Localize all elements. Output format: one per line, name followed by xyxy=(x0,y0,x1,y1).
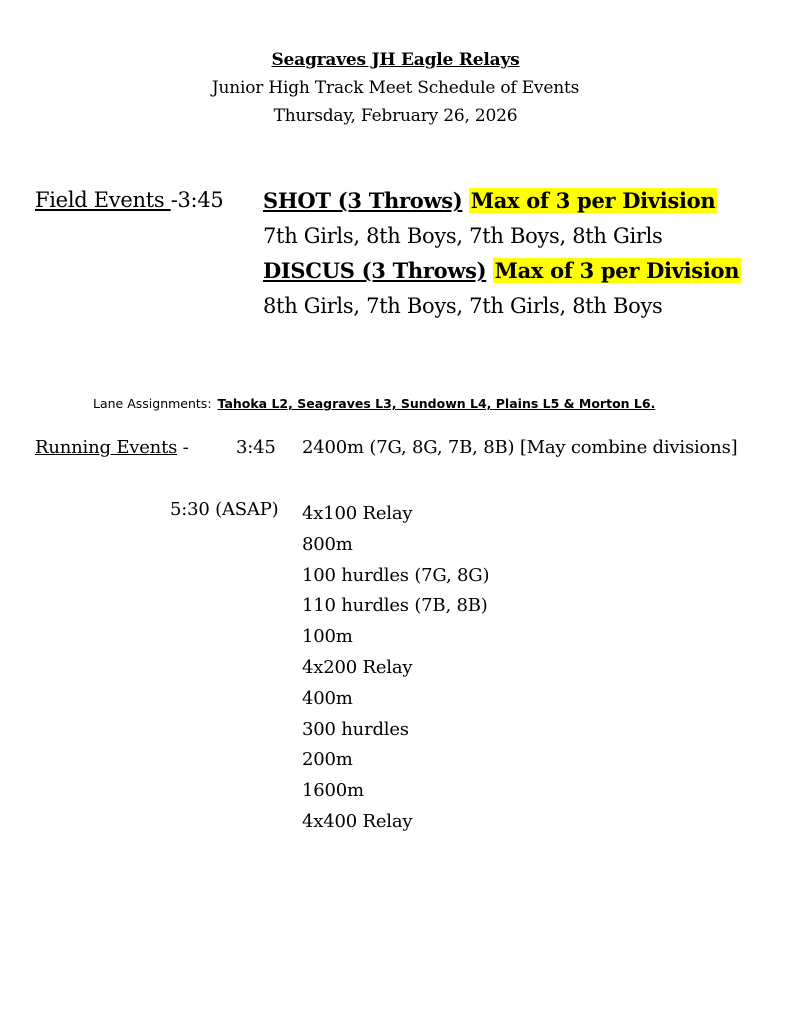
discus-division-order: 8th Girls, 7th Boys, 7th Girls, 8th Boys xyxy=(263,294,663,318)
running-events-label: Running Events xyxy=(35,437,178,458)
field-events-heading xyxy=(35,188,223,212)
field-events-label: Field Events xyxy=(35,188,171,212)
discus-event-name: DISCUS (3 Throws) xyxy=(263,258,487,283)
event-date: Thursday, February 26, 2026 xyxy=(273,106,518,126)
lane-assignments-value: Tahoka L2, Seagraves L3, Sundown L4, Plains L5 & Morton L6. xyxy=(217,396,656,411)
running-event-item: 4x100 Relay xyxy=(302,503,413,524)
shot-event-line xyxy=(263,188,717,213)
running-event-item: 200m xyxy=(302,749,353,771)
running-event-item: 400m xyxy=(302,687,353,709)
lane-assignments xyxy=(93,396,655,411)
document-title: Seagraves JH Eagle Relays xyxy=(271,50,520,70)
running-event-item: 110 hurdles (7B, 8B) xyxy=(302,595,488,617)
shot-division-order: 7th Girls, 8th Boys, 7th Boys, 8th Girls xyxy=(263,224,663,248)
discus-max-note: Max of 3 per Division xyxy=(494,258,740,283)
running-time-1: 3:45 xyxy=(236,437,276,458)
running-event-item: 800m xyxy=(302,533,353,555)
running-event-item: 4x400 Relay xyxy=(302,810,413,832)
running-event-item: 1600m xyxy=(302,780,364,802)
shot-max-note: Max of 3 per Division xyxy=(470,188,716,213)
document-subtitle: Junior High Track Meet Schedule of Events xyxy=(211,78,580,98)
shot-event-name: SHOT (3 Throws) xyxy=(263,188,463,213)
running-event-item: 100m xyxy=(302,626,353,648)
running-event-item: 300 hurdles xyxy=(302,718,409,740)
running-events-dash: - xyxy=(177,437,189,458)
running-event-item: 100 hurdles (7G, 8G) xyxy=(302,564,490,586)
running-events-heading xyxy=(35,437,189,458)
running-time-2: 5:30 (ASAP) xyxy=(170,499,279,520)
discus-event-line xyxy=(263,258,741,283)
running-event-item: 4x200 Relay xyxy=(302,656,413,678)
running-event-list xyxy=(302,499,489,838)
running-event-2400m: 2400m (7G, 8G, 7B, 8B) [May combine divisions] xyxy=(302,437,738,458)
lane-assignments-label: Lane Assignments: xyxy=(93,396,212,411)
field-events-time: -3:45 xyxy=(170,188,224,212)
